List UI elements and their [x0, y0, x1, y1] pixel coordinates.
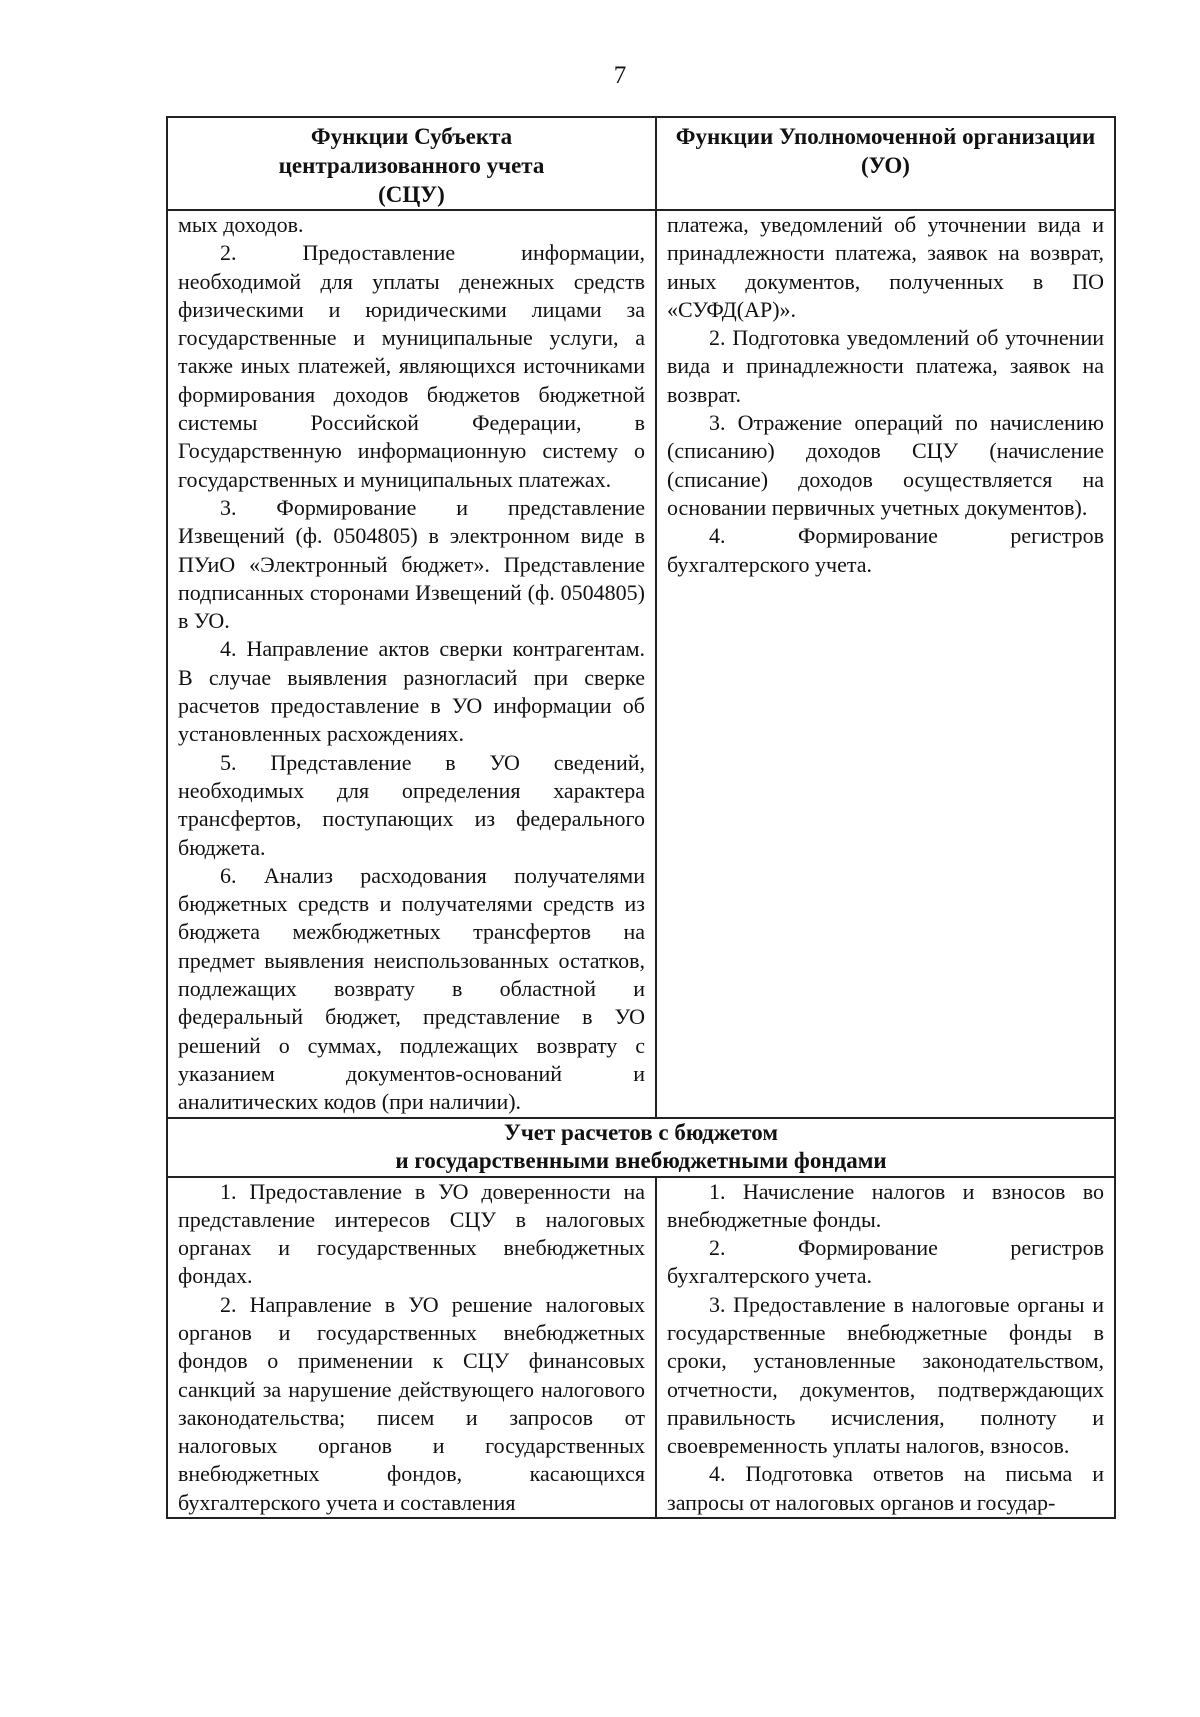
list-item: 2. Подготовка уведомлений об уточнении вида и принадлежности платежа, заявок на возврат.: [667, 325, 1104, 407]
header-sczu-line: централизованного учета: [278, 153, 545, 178]
table-row: [167, 1177, 1115, 1519]
sczu-budget-cell: [167, 1177, 656, 1519]
list-item: 4. Формирование регистров бухгалтерского учета.: [667, 523, 1104, 577]
sczu-functions-cell: [167, 210, 656, 1118]
section-title-row: [167, 1118, 1115, 1177]
list-item: мых доходов.: [178, 212, 304, 237]
list-item: 1. Начисление налогов и взносов во внебюджетные фонды.: [667, 1178, 1104, 1232]
header-sczu-line: (СЦУ): [378, 182, 445, 207]
header-uo-line: Функции Уполномоченной организации: [675, 124, 1096, 149]
list-item: 2. Предоставление информации, необходимой для уплаты денежных средств физическими и юридическими лицами за государственные и муниципальные услуги, а также иных платежей, являющихся источниками формирования доходов бюджетов бюджетной системы Российской Федерации, в Государственную информационную систему о государственных и муниципальных платежах.: [178, 240, 645, 492]
list-item: 2. Формирование регистров бухгалтерского учета.: [667, 1235, 1104, 1289]
table-header-row: [167, 117, 1115, 210]
uo-functions-cell: [656, 210, 1115, 1118]
table-row: [167, 210, 1115, 1118]
list-item: платежа, уведомлений об уточнении вида и принадлежности платежа, заявок на возврат, иных документов, полученных в ПО «СУФД(АР)».: [667, 212, 1104, 322]
header-sczu-line: Функции Субъекта: [310, 124, 513, 149]
list-item: 3. Предоставление в налоговые органы и государственные внебюджетные фонды в сроки, установленные законодательством, отчетности, документов, подтверждающих правильность исчисления, полноту и своевременность уплаты налогов, взносов.: [667, 1291, 1104, 1459]
page-number: 7: [613, 62, 627, 89]
uo-budget-cell: [656, 1177, 1115, 1519]
list-item: 3. Отражение операций по начислению (списанию) доходов СЦУ (начисление (списание) доходов осуществляется на основании первичных учетных документов).: [667, 410, 1104, 520]
list-item: 4. Направление актов сверки контрагентам. В случае выявления разногласий при сверке расчетов предоставление в УО информации об установленных расхождениях.: [178, 636, 645, 747]
list-item: 2. Направление в УО решение налоговых органов и государственных внебюджетных фондов о применении к СЦУ финансовых санкций за нарушение действующего налогового законодательства; писем и запросов от налоговых органов и государственных внебюджетных фондов, касающихся бухгалтерского учета и составления: [178, 1291, 645, 1515]
list-item: 5. Представление в УО сведений, необходимых для определения характера трансфертов, поступающих из федерального бюджета.: [178, 749, 645, 860]
section-title-line: и государственными внебюджетными фондами: [395, 1148, 887, 1173]
section-title: [167, 1118, 1115, 1177]
list-item: 6. Анализ расходования получателями бюджетных средств и получателями средств из бюджета межбюджетных трансфертов на предмет выявления неиспользованных остатков, подлежащих возврату в областной и федеральный бюджет, представление в УО решений о суммах, подлежащих возврату с указанием документов-оснований и аналитических кодов (при наличии).: [178, 862, 645, 1115]
header-sczu: [167, 117, 656, 210]
header-uo-line: (УО): [861, 153, 910, 178]
section-title-line: Учет расчетов с бюджетом: [503, 1119, 779, 1145]
list-item: 4. Подготовка ответов на письма и запросы от налоговых органов и государ-: [667, 1461, 1104, 1515]
list-item: 1. Предоставление в УО доверенности на представление интересов СЦУ в налоговых органах и государственных внебюджетных фондах.: [178, 1178, 645, 1289]
header-uo: [656, 117, 1115, 210]
functions-table: [166, 116, 1116, 1519]
list-item: 3. Формирование и представление Извещений (ф. 0504805) в электронном виде в ПУиО «Электронный бюджет». Представление подписанных сторонами Извещений (ф. 0504805) в УО.: [178, 494, 645, 634]
